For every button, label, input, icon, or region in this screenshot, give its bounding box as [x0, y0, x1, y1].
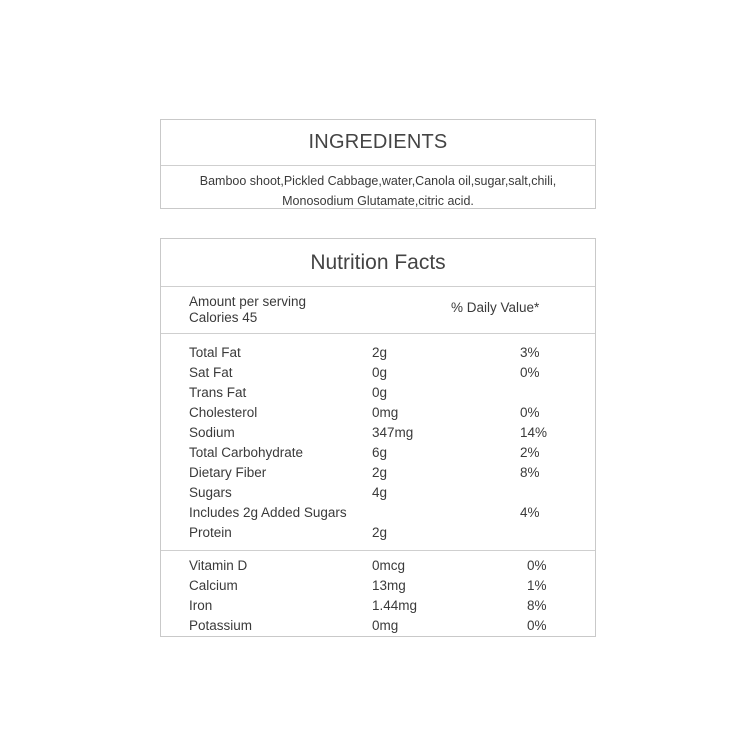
nutrient-amount: 4g	[372, 485, 388, 500]
nutrient-name: Total Carbohydrate	[189, 445, 304, 460]
vitamin-daily-value: 8%	[527, 598, 547, 613]
vitamin-row	[161, 616, 595, 636]
nutrient-daily-value: 8%	[520, 465, 540, 480]
vitamin-name: Iron	[189, 598, 213, 613]
vitamin-amount: 0mg	[372, 618, 399, 633]
nutrient-row	[161, 343, 595, 363]
nutrient-name: Trans Fat	[189, 385, 247, 400]
nutrient-daily-value: 3%	[520, 345, 540, 360]
nutrient-name: Total Fat	[189, 345, 241, 360]
nutrient-name: Sat Fat	[189, 365, 233, 380]
nutrient-daily-value: 0%	[520, 365, 540, 380]
vitamin-row	[161, 556, 595, 576]
nutrient-daily-value: 14%	[520, 425, 548, 440]
ingredients-line-2: Monosodium Glutamate,citric acid.	[282, 194, 474, 208]
ingredients-title: INGREDIENTS	[161, 120, 595, 166]
nutrient-amount: 0g	[372, 365, 388, 380]
ingredients-panel	[160, 119, 596, 209]
nutrient-amount: 0mg	[372, 405, 399, 420]
daily-value-header: % Daily Value*	[451, 300, 540, 315]
nutrient-name: Dietary Fiber	[189, 465, 267, 480]
nutrition-facts-title: Nutrition Facts	[161, 239, 595, 287]
nutrient-row	[161, 443, 595, 463]
serving-header	[161, 287, 595, 334]
nutrient-name: Includes 2g Added Sugars	[189, 505, 347, 520]
nutrient-row	[161, 503, 595, 523]
amount-per-serving-label: Amount per serving	[189, 294, 307, 309]
nutrient-daily-value: 4%	[520, 505, 540, 520]
vitamins-section	[161, 551, 595, 637]
nutrition-facts-panel	[160, 238, 596, 637]
vitamin-name: Potassium	[189, 618, 253, 633]
nutrient-name: Sodium	[189, 425, 235, 440]
ingredients-line-1: Bamboo shoot,Pickled Cabbage,water,Canola oil,sugar,salt,chili,	[199, 174, 557, 188]
nutrient-row	[161, 523, 595, 543]
vitamin-daily-value: 0%	[527, 558, 547, 573]
nutrient-row	[161, 383, 595, 403]
nutrient-daily-value: 0%	[520, 405, 540, 420]
nutrient-row	[161, 363, 595, 383]
nutrient-row	[161, 403, 595, 423]
vitamin-name: Calcium	[189, 578, 238, 593]
vitamin-daily-value: 0%	[527, 618, 547, 633]
nutrients-section	[161, 334, 595, 551]
nutrient-daily-value: 2%	[520, 445, 540, 460]
nutrient-row	[161, 423, 595, 443]
nutrient-row	[161, 483, 595, 503]
nutrient-amount: 2g	[372, 525, 388, 540]
ingredients-list	[161, 166, 595, 211]
nutrient-name: Protein	[189, 525, 232, 540]
nutrient-amount: 6g	[372, 445, 388, 460]
vitamin-amount: 1.44mg	[372, 598, 418, 613]
vitamin-daily-value: 1%	[527, 578, 547, 593]
vitamin-amount: 13mg	[372, 578, 406, 593]
vitamin-amount: 0mcg	[372, 558, 406, 573]
vitamin-row	[161, 576, 595, 596]
nutrient-amount: 2g	[372, 465, 388, 480]
nutrient-row	[161, 463, 595, 483]
nutrient-amount: 2g	[372, 345, 388, 360]
nutrient-name: Cholesterol	[189, 405, 258, 420]
calories-label: Calories 45	[189, 310, 258, 325]
vitamin-row	[161, 596, 595, 616]
nutrient-amount: 347mg	[372, 425, 414, 440]
vitamin-name: Vitamin D	[189, 558, 248, 573]
nutrient-name: Sugars	[189, 485, 232, 500]
nutrient-amount: 0g	[372, 385, 388, 400]
